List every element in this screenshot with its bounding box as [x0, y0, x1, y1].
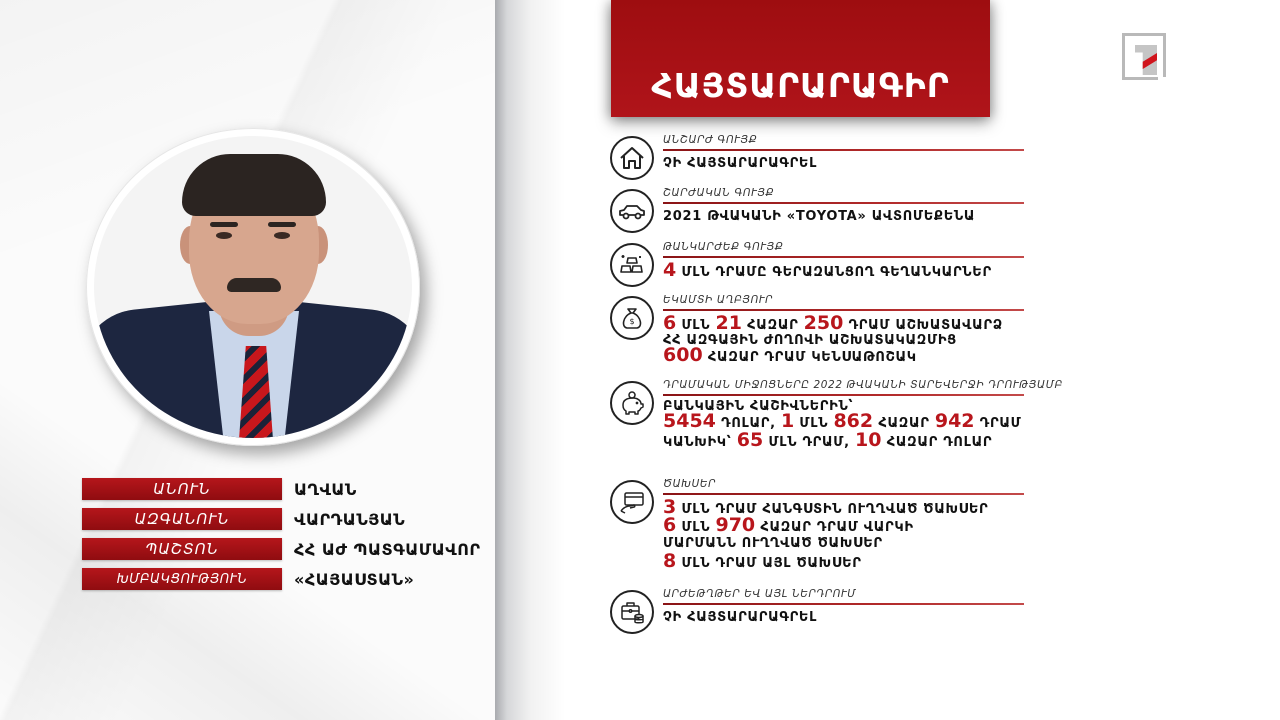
section-line — [663, 344, 1030, 366]
amount-number: 8 — [663, 550, 677, 572]
line-text: ՄԼՆ — [676, 520, 716, 535]
section-line — [663, 609, 1030, 626]
line-text: ԴՐԱՄ ԱՇԽԱՏԱՎԱՐՁ — [843, 318, 1003, 333]
amount-number: 6 — [663, 514, 677, 536]
section-line — [663, 514, 1030, 536]
line-text: ՄԱՐՄԱՆՆ ՈՒՂՂՎԱԾ ԾԱԽՍԵՐ — [663, 536, 883, 551]
briefcase-coins-icon — [610, 590, 654, 634]
amount-number: 1 — [780, 410, 795, 432]
line-text: ԴՈԼԱՐ, — [715, 416, 781, 431]
section-securities — [610, 588, 1030, 628]
section-label: ԱՆՇԱՐԺ ԳՈՒՅՔ — [663, 134, 758, 146]
car-icon — [610, 189, 654, 233]
amount-number: 65 — [736, 429, 764, 451]
amount-number: 5454 — [663, 410, 716, 432]
section-label: ՇԱՐԺԱԿԱՆ ԳՈՒՅՔ — [663, 187, 775, 199]
portrait-brow — [268, 222, 296, 227]
line-text: ՄԼՆ — [794, 416, 834, 431]
amount-number: 250 — [803, 312, 844, 334]
line-text: ՉԻ ՀԱՅՏԱՐԱՐԱԳՐԵԼ — [663, 610, 818, 625]
section-divider — [663, 493, 1024, 495]
amount-number: 4 — [663, 259, 677, 281]
amount-number: 600 — [663, 344, 703, 366]
section-line — [663, 155, 1030, 172]
svg-text:$: $ — [629, 317, 635, 326]
line-text: ՄԼՆ ԴՐԱՄ ՀԱՆԳՍՏԻՆ ՈՒՂՂՎԱԾ ԾԱԽՍԵՐ — [676, 502, 989, 517]
info-value: ԱՂՎԱՆ — [294, 479, 357, 499]
amount-number: 6 — [663, 312, 677, 334]
amount-number: 10 — [855, 429, 882, 451]
info-row-last-name — [82, 507, 502, 531]
section-label: ԵԿԱՄՏԻ ԱՂԲՅՈՒՐ — [663, 294, 774, 306]
house-icon — [610, 136, 654, 180]
section-cash-funds — [610, 379, 1063, 478]
section-label: ԾԱԽՍԵՐ — [663, 478, 717, 490]
portrait-mustache — [227, 278, 281, 292]
card-payment-icon — [610, 480, 654, 524]
section-vehicle — [610, 187, 1030, 241]
amount-number: 942 — [934, 410, 975, 432]
line-text: ՀԱԶԱՐ ԴՈԼԱՐ — [881, 435, 993, 450]
section-income — [610, 294, 1030, 379]
section-expenses — [610, 478, 1030, 588]
amount-number: 21 — [715, 312, 742, 334]
line-text: ՀԱԶԱՐ — [741, 318, 804, 333]
amount-number: 970 — [715, 514, 756, 536]
section-line — [663, 259, 1030, 281]
portrait-frame — [86, 128, 420, 446]
info-row-faction — [82, 567, 502, 591]
piggy-bank-icon — [610, 381, 654, 425]
line-text: ՉԻ ՀԱՅՏԱՐԱՐԱԳՐԵԼ — [663, 156, 818, 171]
info-label: ԽՄԲԱԿՑՈՒԹՅՈՒՆ — [82, 568, 282, 590]
info-row-position — [82, 537, 502, 561]
line-text: ՄԼՆ ԴՐԱՄԸ ԳԵՐԱԶԱՆՑՈՂ ԳԵՂԱՆԿԱՐՆԵՐ — [676, 265, 992, 280]
section-divider — [663, 603, 1024, 605]
declaration-sections — [610, 134, 1063, 628]
portrait-eye — [216, 232, 232, 239]
info-value: «ՀԱՅԱՍՏԱՆ» — [294, 569, 415, 589]
section-divider — [663, 309, 1024, 311]
section-line — [663, 429, 1030, 451]
info-label: ԱՆՈՒՆ — [82, 478, 282, 500]
amount-number: 862 — [833, 410, 874, 432]
info-value: ՀՀ ԱԺ ՊԱՏԳԱՄԱՎՈՐ — [294, 539, 481, 559]
info-label: ԱԶԳԱՆՈՒՆ — [82, 508, 282, 530]
section-divider — [663, 256, 1024, 258]
section-line — [663, 410, 1030, 432]
amount-number: 3 — [663, 496, 677, 518]
page-title: ՀԱՅՏԱՐԱՐԱԳԻՐ — [651, 66, 950, 105]
line-text: ԿԱՆԽԻԿ՝ — [663, 435, 737, 450]
line-text: ՄԼՆ — [676, 318, 716, 333]
section-line — [663, 334, 1030, 347]
section-real-estate — [610, 134, 1030, 187]
section-label: ԹԱՆԿԱՐԺԵՔ ԳՈՒՅՔ — [663, 241, 784, 253]
info-value: ՎԱՐԴԱՆՅԱՆ — [294, 509, 406, 529]
section-line — [663, 208, 1030, 225]
channel-1-logo-icon — [1122, 33, 1166, 80]
money-bag-icon — [610, 296, 654, 340]
line-text: ԲԱՆԿԱՅԻՆ ՀԱՇԻՎՆԵՐԻՆ՝ — [663, 399, 854, 414]
gold-bars-icon — [610, 243, 654, 287]
section-line — [663, 312, 1030, 334]
line-text: 2021 ԹՎԱԿԱՆԻ «TOYOTA» ԱՎՏՈՄԵՔԵՆԱ — [663, 209, 976, 224]
portrait-photo — [94, 136, 412, 438]
line-text: ՄԼՆ ԴՐԱՄ, — [763, 435, 856, 450]
section-valuables — [610, 241, 1030, 294]
info-row-first-name — [82, 477, 502, 501]
section-label: ԴՐԱՄԱԿԱՆ ՄԻՋՈՑՆԵՐԸ 2022 ԹՎԱԿԱՆԻ ՏԱՐԵՎԵՐՋԻ ԴՐՈՒԹՅԱՄԲ — [663, 379, 1063, 391]
line-text: ՄԼՆ ԴՐԱՄ ԱՅԼ ԾԱԽՍԵՐ — [676, 556, 862, 571]
portrait-eye — [274, 232, 290, 239]
section-line — [663, 537, 1030, 550]
title-banner — [611, 0, 990, 117]
line-text: ՀԱԶԱՐ ԴՐԱՄ ԿԵՆՍԱԹՈՇԱԿ — [702, 350, 917, 365]
portrait-brow — [210, 222, 238, 227]
section-divider — [663, 202, 1024, 204]
person-info — [82, 477, 502, 597]
section-line — [663, 550, 1030, 572]
logo-gap — [1158, 77, 1166, 80]
info-label: ՊԱՇՏՈՆ — [82, 538, 282, 560]
line-text: ՀԱԶԱՐ ԴՐԱՄ ՎԱՐԿԻ — [755, 520, 914, 535]
line-text: ԴՐԱՄ — [974, 416, 1022, 431]
section-divider — [663, 149, 1024, 151]
portrait-hair — [182, 154, 326, 216]
line-text: ՀԱԶԱՐ — [873, 416, 935, 431]
section-divider — [663, 394, 1024, 396]
section-label: ԱՐԺԵԹՂԹԵՐ ԵՎ ԱՅԼ ՆԵՐԴՐՈՒՄ — [663, 588, 857, 600]
line-text: ՀՀ ԱԶԳԱՅԻՆ ԺՈՂՈՎԻ ԱՇԽԱՏԱԿԱԶՄԻՑ — [663, 333, 957, 348]
